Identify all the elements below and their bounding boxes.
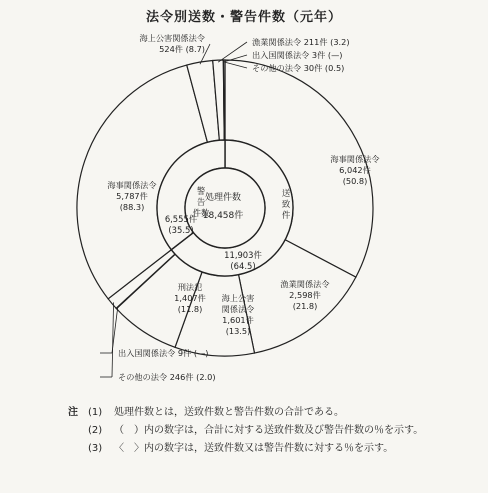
slice-label: 出入国関係法令 3件 (—)	[252, 50, 343, 60]
slice-label: 海上公害関係法令 524件 (8.7)	[139, 33, 205, 54]
inner-value-warn: 6,555件(35.5)	[164, 214, 198, 235]
note-text: 処理件数とは，送致件数と警告件数の合計である。	[114, 407, 344, 418]
slice-label: 海事関係法令 6,042件(50.8)	[330, 154, 380, 186]
inner-value-send: 11,903件(64.5)	[224, 250, 262, 271]
center-title: 処理件数	[204, 193, 242, 203]
note-row-1	[68, 404, 478, 422]
slice-label: その他の法令 30件 (0.5)	[252, 63, 345, 73]
note-row-3	[68, 440, 478, 458]
note-text: 〈 〉内の数字は，送致件数又は警告件数に対する％を示す。	[114, 443, 394, 454]
slice-label: 出入国関係法令 9件 (—)	[118, 348, 209, 358]
note-num: (2)	[88, 425, 103, 436]
slice-label: 漁業関係法令 211件 (3.2)	[252, 37, 350, 47]
slice-label: 海上公害関係法令 1,601件(13.5)	[221, 293, 255, 336]
slice-label: 漁業関係法令 2,598件(21.8)	[280, 279, 330, 311]
inner-label-warn: 警告件数	[192, 186, 210, 218]
note-head: 注	[68, 407, 78, 418]
center-value: 18,458件	[202, 211, 244, 221]
inner-label-send: 送致件	[281, 188, 291, 220]
slice-label: 海事関係法令 5,787件(88.3)	[107, 180, 157, 212]
note-num: (3)	[88, 443, 103, 454]
outer-slice	[223, 60, 225, 140]
chart-title: 法令別送数・警告件数（元年）	[145, 10, 342, 25]
notes	[68, 404, 478, 458]
note-num: (1)	[88, 407, 103, 418]
slice-label: 刑法犯 1,407件(11.8)	[174, 282, 206, 314]
note-row-2	[68, 422, 478, 440]
slice-label: その他の法令 246件 (2.0)	[118, 372, 216, 382]
note-text: （ ）内の数字は，合計に対する送致件数及び警告件数の％を示す。	[114, 425, 424, 436]
